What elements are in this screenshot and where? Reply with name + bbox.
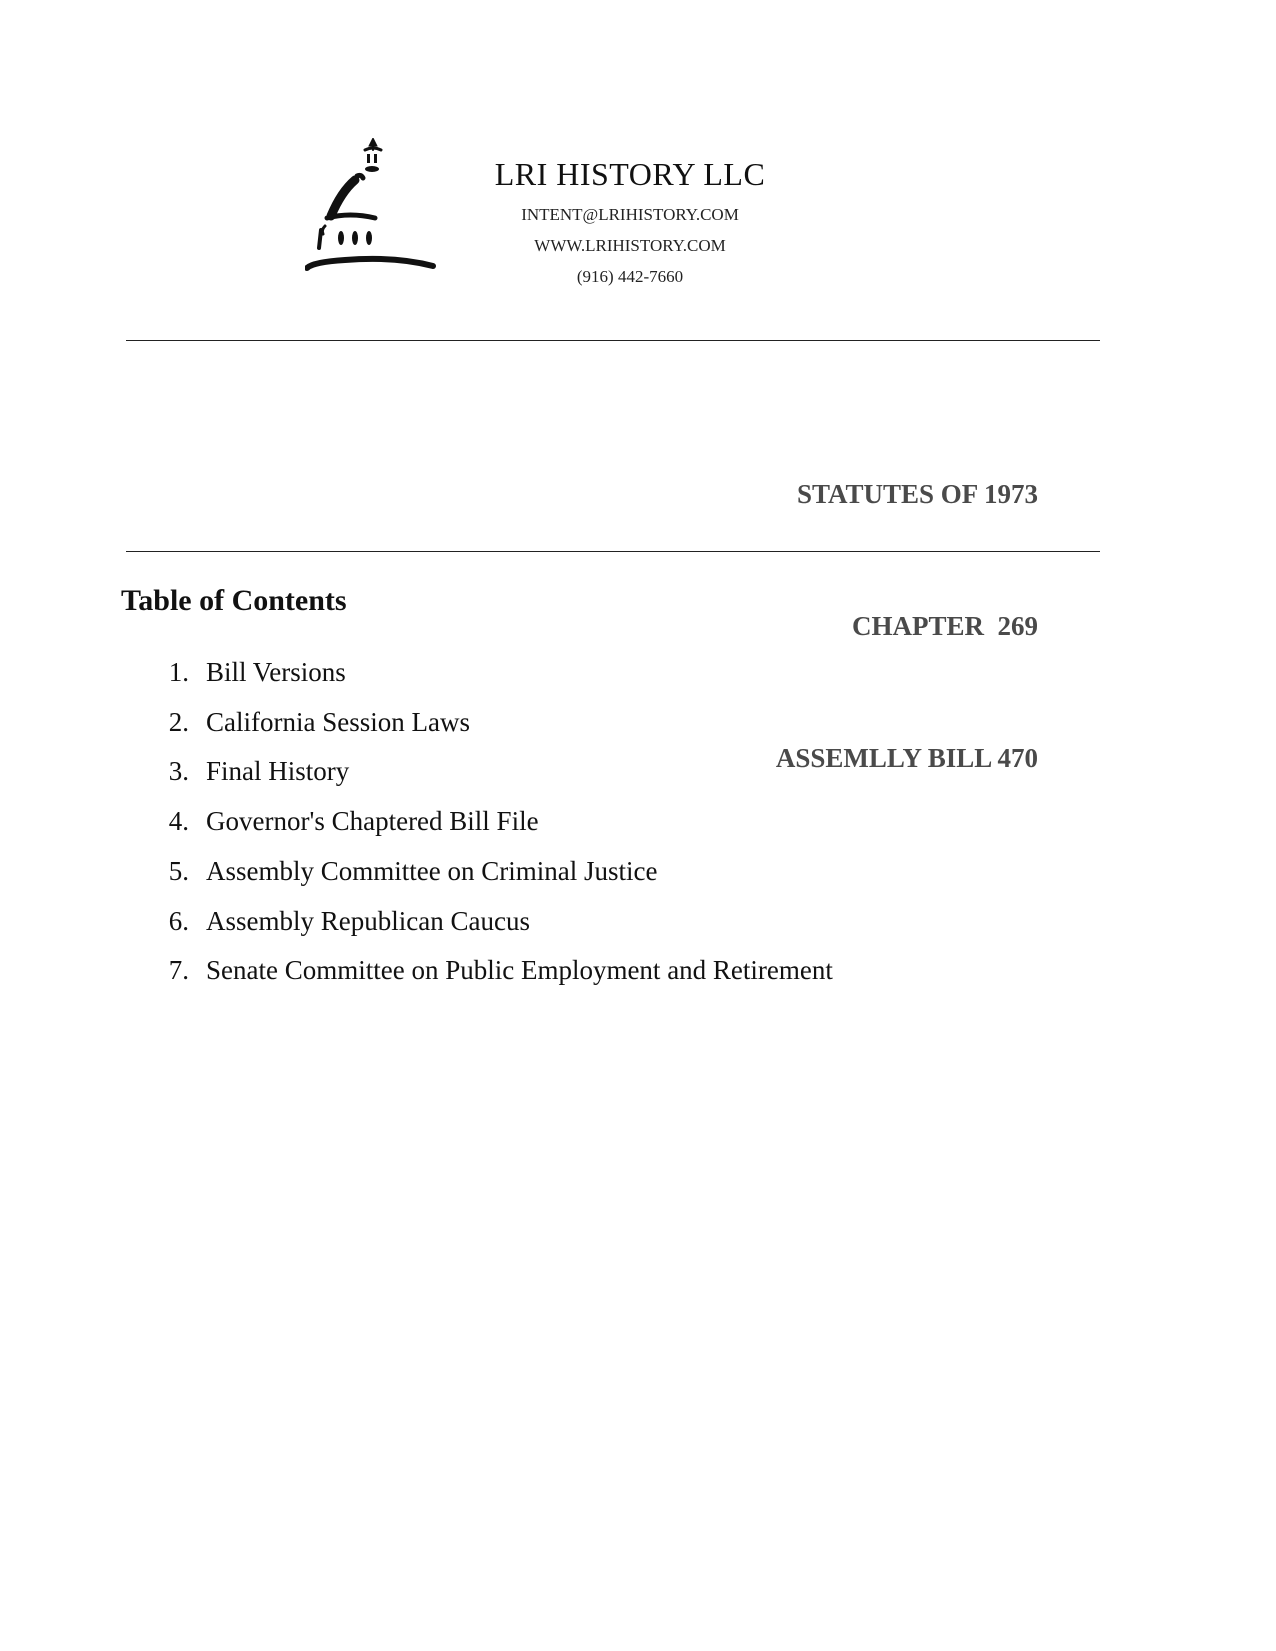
toc-item-number: 5. xyxy=(168,855,189,886)
toc-item-label: Assembly Republican Caucus xyxy=(206,905,530,936)
toc-item xyxy=(140,946,833,996)
bottom-divider xyxy=(126,551,1100,552)
capitol-dome-icon xyxy=(305,138,445,288)
toc-item-label: California Session Laws xyxy=(206,706,470,737)
toc-item-number: 3. xyxy=(168,756,189,787)
toc-item-label: Governor's Chaptered Bill File xyxy=(206,806,539,837)
toc-item xyxy=(140,747,833,797)
toc-item xyxy=(140,897,833,947)
statute-bill: ASSEMLLY BILL 470 xyxy=(775,743,1038,773)
statute-chapter: CHAPTER 269 xyxy=(851,611,1038,641)
top-divider xyxy=(126,340,1100,341)
toc-item-number: 2. xyxy=(168,706,189,737)
toc-item-number: 6. xyxy=(168,905,189,936)
toc-item xyxy=(140,648,833,698)
statute-year: STATUTES OF 1973 xyxy=(796,479,1038,509)
company-email: INTENT@LRIHISTORY.COM xyxy=(521,205,739,224)
toc-item-label: Assembly Committee on Criminal Justice xyxy=(206,855,658,886)
toc-list xyxy=(140,648,833,996)
company-name: LRI HISTORY LLC xyxy=(494,156,766,192)
toc-item-label: Bill Versions xyxy=(206,657,346,687)
toc-title: Table of Contents xyxy=(121,584,347,617)
toc-item-label: Senate Committee on Public Employment and Retirement xyxy=(206,955,833,986)
company-phone: (916) 442-7660 xyxy=(576,267,684,286)
toc-item-label: Final History xyxy=(206,756,350,787)
toc-item-number: 4. xyxy=(168,806,189,837)
toc-item xyxy=(140,698,833,748)
company-website: WWW.LRIHISTORY.COM xyxy=(534,236,726,255)
toc-item-number: 7. xyxy=(168,955,189,986)
toc-item xyxy=(140,847,833,897)
company-header xyxy=(430,158,830,292)
toc-item xyxy=(140,797,833,847)
toc-item-number: 1. xyxy=(168,657,189,687)
